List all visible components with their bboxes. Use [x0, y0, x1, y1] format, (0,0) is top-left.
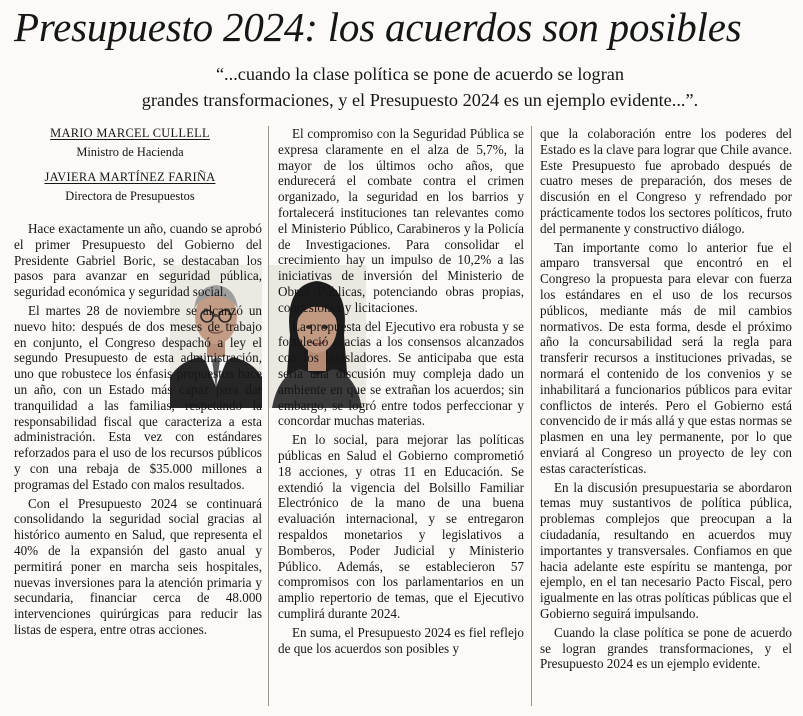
- article-column-2: [278, 126, 524, 656]
- author-role: Ministro de Hacienda: [76, 145, 184, 159]
- paragraph: En suma, el Presupuesto 2024 es fiel reflejo de que los acuerdos son posibles y: [278, 624, 524, 656]
- author-role: Directora de Presupuestos: [65, 189, 195, 203]
- column-divider: [268, 126, 269, 706]
- byline-author-1: [20, 126, 240, 160]
- headline: Presupuesto 2024: los acuerdos son posibles: [14, 4, 742, 50]
- paragraph: El martes 28 de noviembre se alcanzó un nuevo hito: después de dos meses de trabajo en conjunto, el Congreso despachó a ley el segundo Presupuesto de esta administración, uno que robustece los énfasis propuestos hace un año, con un Estado más capaz para dar tranquilidad a las familias, respetando la responsabilidad fiscal que caracteriza a esta administración. Esta vez con estándares reforzados para el uso de los recursos públicos y con una rebaja de $35.000 millones a programas del Estado con malos resultados.: [14, 302, 262, 492]
- pull-quote: [70, 62, 770, 113]
- paragraph: Hace exactamente un año, cuando se aprobó el primer Presupuesto del Gobierno del Presidente Gabriel Boric, se destacaban los pasos para avanzar en seguridad pública, seguridad económica y seguridad social.: [14, 221, 262, 300]
- paragraph: Con el Presupuesto 2024 se continuará consolidando la seguridad social gracias al histórico aumento en Salud, que representa el 40% de la expansión del gasto anual y permitirá poner en marcha seis hospitales, nuevas inversiones para la atención primaria y secundaria, financiar cerca de 48.000 intervenciones quirúrgicas para reducir las listas de espera, entre otras acciones.: [14, 495, 262, 637]
- paragraph: El compromiso con la Seguridad Pública se expresa claramente en el alza de 5,7%, la mayor de los últimos ocho años, que endurecerá el combate contra el crimen organizado, la seguridad en los barrios y fortalecerá instituciones tan relevantes como el Ministerio Público, Carabineros y la Policía de Investigaciones. Para consolidar el crecimiento hay un impulso de 10,2% a las iniciativas de inversión del Ministerio de Obras Públicas, potenciando obras propias, concesiones y licitaciones.: [278, 126, 524, 315]
- author-name: MARIO MARCEL CULLELL: [50, 126, 210, 140]
- pull-quote-line-2: grandes transformaciones, y el Presupuesto 2024 es un ejemplo evidente...”.: [141, 89, 699, 110]
- column-divider: [531, 126, 532, 706]
- byline-author-2: [20, 170, 240, 204]
- paragraph: En la discusión presupuestaria se abordaron temas muy sustantivos de política pública, problemas complejos que preocupan a la ciudadanía, resultando en acuerdos muy importantes y transversales. Confiamos en que hacia adelante este espíritu se mantenga, por ejemplo, en el tan necesario Pacto Fiscal, pero igualmente en las otras políticas públicas que el Gobierno seguirá impulsando.: [540, 479, 792, 621]
- paragraph: que la colaboración entre los poderes del Estado es la clave para lograr que Chile avance. Este Presupuesto fue aprobado después de cuatro meses de preparación, dos meses de discusión en el Congreso y refrendado por prácticamente todos los sectores políticos, fruto del permanente y constructivo diálogo.: [540, 126, 792, 236]
- article-column-1: [14, 221, 262, 638]
- paragraph: Tan importante como lo anterior fue el amparo transversal que encontró en el Congreso la propuesta para elevar con fuerza los estándares en el uso de los recursos públicos, mediante más de mil cambios normativos. De esta forma, desde el próximo año la concursabilidad será la regla para transferir recursos a instituciones privadas, se normará el contenido de los convenios y se inhabilitará a funcionarios públicos para evitar conflictos de interés. Pero el Gobierno está convencido de ir más allá y que estas normas se plasmen en una ley permanente, por lo que enviará al Congreso un proyecto de ley con estas características.: [540, 239, 792, 476]
- pull-quote-line-1: “...cuando la clase política se pone de acuerdo se logran: [215, 64, 625, 84]
- paragraph: En lo social, para mejorar las políticas públicas en Salud el Gobierno comprometió 18 acciones, y otras 11 en Educación. Se extendió la vigencia del Bolsillo Familiar Electrónico de la mano de una buena evaluación internacional, y se entregaron respaldos monetarios y legislativos a Bomberos, Poder Judicial y Ministerio Público. Además, se establecieron 57 compromisos con los parlamentarios en un amplio repertorio de temas, que el Ejecutivo cumplirá durante 2024.: [278, 432, 524, 621]
- author-name: JAVIERA MARTÍNEZ FARIÑA: [44, 170, 216, 184]
- article-column-3: [540, 126, 792, 672]
- paragraph: La propuesta del Ejecutivo era robusta y se fortaleció gracias a los consensos alcanzados con los legisladores. Se anticipaba que esta sería una discusión muy compleja dado un ambiente en que se extrañan los acuerdos; sin embargo, se logró entre todos perfeccionar y concordar muchas materias.: [278, 318, 524, 429]
- paragraph: Cuando la clase política se pone de acuerdo se logran grandes transformaciones, y el Presupuesto 2024 es un ejemplo evidente.: [540, 624, 792, 672]
